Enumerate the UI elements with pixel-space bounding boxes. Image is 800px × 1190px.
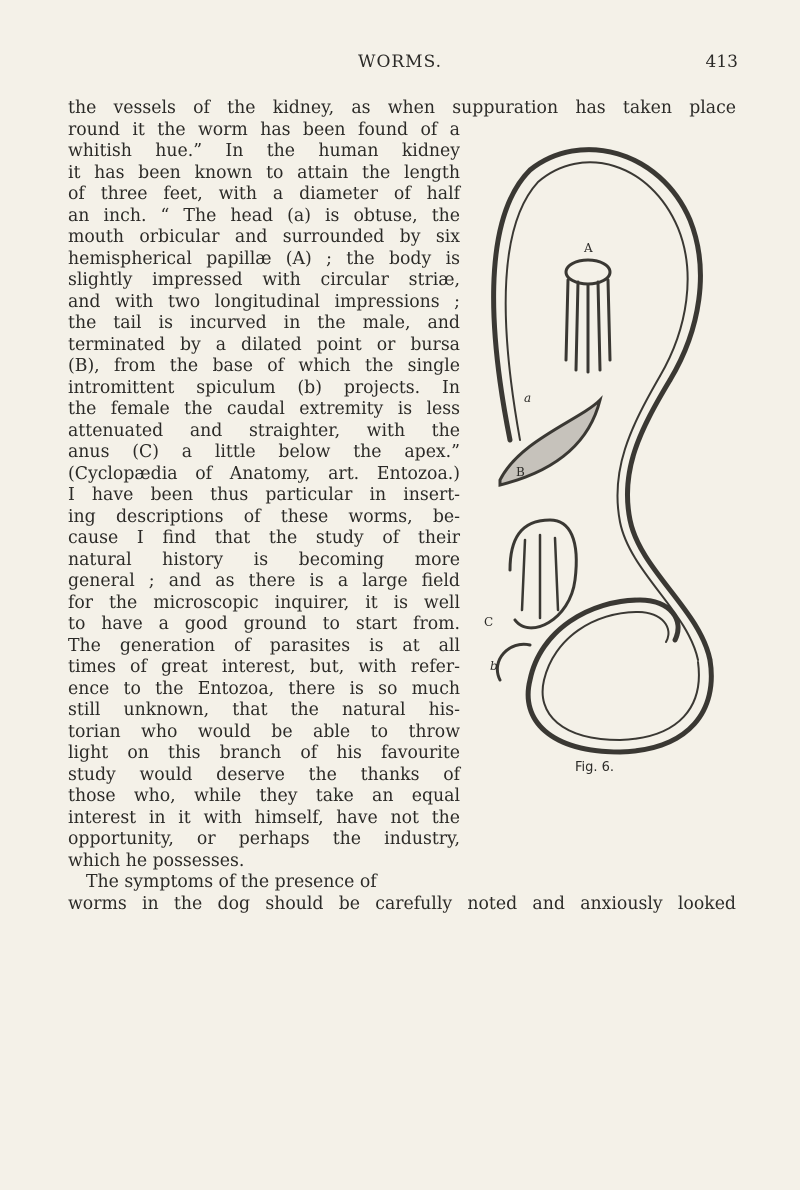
- text-line: those who, while they take an equal: [68, 786, 460, 806]
- text-line: The symptoms of the presence of: [86, 872, 377, 892]
- text-line: the tail is incurved in the male, and: [68, 313, 460, 333]
- text-line: to have a good ground to start from.: [68, 614, 460, 634]
- text-line: hemispherical papillæ (A) ; the body is: [68, 248, 460, 269]
- text-line: still unknown, that the natural his-: [68, 700, 460, 720]
- worm-illustration: [470, 140, 720, 760]
- text-line: cause I find that the study of their: [68, 528, 460, 548]
- text-line: The generation of parasites is at all: [68, 635, 460, 656]
- text-line: of three feet, with a diameter of half: [68, 184, 460, 204]
- text-line: whitish hue.” In the human kidney: [68, 141, 460, 161]
- text-line: I have been thus particular in insert-: [68, 485, 460, 505]
- page-header: [0, 52, 800, 82]
- text-line: torian who would be able to throw: [68, 721, 460, 742]
- text-line: interest in it with himself, have not the: [68, 807, 460, 828]
- label-B: B: [516, 465, 525, 479]
- text-line: anus (C) a little below the apex.”: [68, 442, 460, 462]
- figure-caption: Fig. 6.: [575, 760, 615, 775]
- text-line: general ; and as there is a large field: [68, 571, 460, 591]
- text-line: ing descriptions of these worms, be-: [68, 506, 460, 527]
- text-line: the vessels of the kidney, as when suppuration has taken place: [68, 98, 736, 118]
- text-line: times of great interest, but, with refer-: [68, 657, 460, 677]
- label-a: a: [524, 391, 532, 405]
- text-line: light on this branch of his favourite: [68, 743, 460, 763]
- label-b: b: [490, 659, 498, 673]
- text-line: (Cyclopædia of Anatomy, art. Entozoa.): [68, 463, 460, 484]
- text-line: mouth orbicular and surrounded by six: [68, 227, 460, 247]
- text-line: slightly impressed with circular striæ,: [68, 270, 460, 290]
- figure-worm-illustration: [470, 140, 720, 760]
- text-line: terminated by a dilated point or bursa: [68, 334, 460, 355]
- label-C: C: [484, 615, 494, 629]
- text-line: ence to the Entozoa, there is so much: [68, 678, 460, 699]
- text-line: an inch. “ The head (a) is obtuse, the: [68, 205, 460, 226]
- page-number: 413: [705, 52, 738, 72]
- text-line: for the microscopic inquirer, it is well: [68, 592, 460, 613]
- text-line: attenuated and straighter, with the: [68, 420, 460, 441]
- text-line: which he possesses.: [68, 850, 245, 871]
- text-line: and with two longitudinal impressions ;: [68, 291, 460, 312]
- label-A: A: [584, 241, 593, 255]
- text-line: the female the caudal extremity is less: [68, 399, 460, 419]
- text-line: it has been known to attain the length: [68, 162, 460, 183]
- text-line: intromittent spiculum (b) projects. In: [68, 377, 460, 398]
- text-line: opportunity, or perhaps the industry,: [68, 829, 460, 849]
- text-line: study would deserve the thanks of: [68, 764, 460, 785]
- running-title: WORMS.: [357, 52, 443, 72]
- text-line: round it the worm has been found of a: [68, 119, 460, 140]
- text-line: natural history is becoming more: [68, 549, 460, 570]
- text-line: (B), from the base of which the single: [68, 356, 460, 376]
- text-line: worms in the dog should be carefully noted and anxiously looked: [68, 893, 736, 914]
